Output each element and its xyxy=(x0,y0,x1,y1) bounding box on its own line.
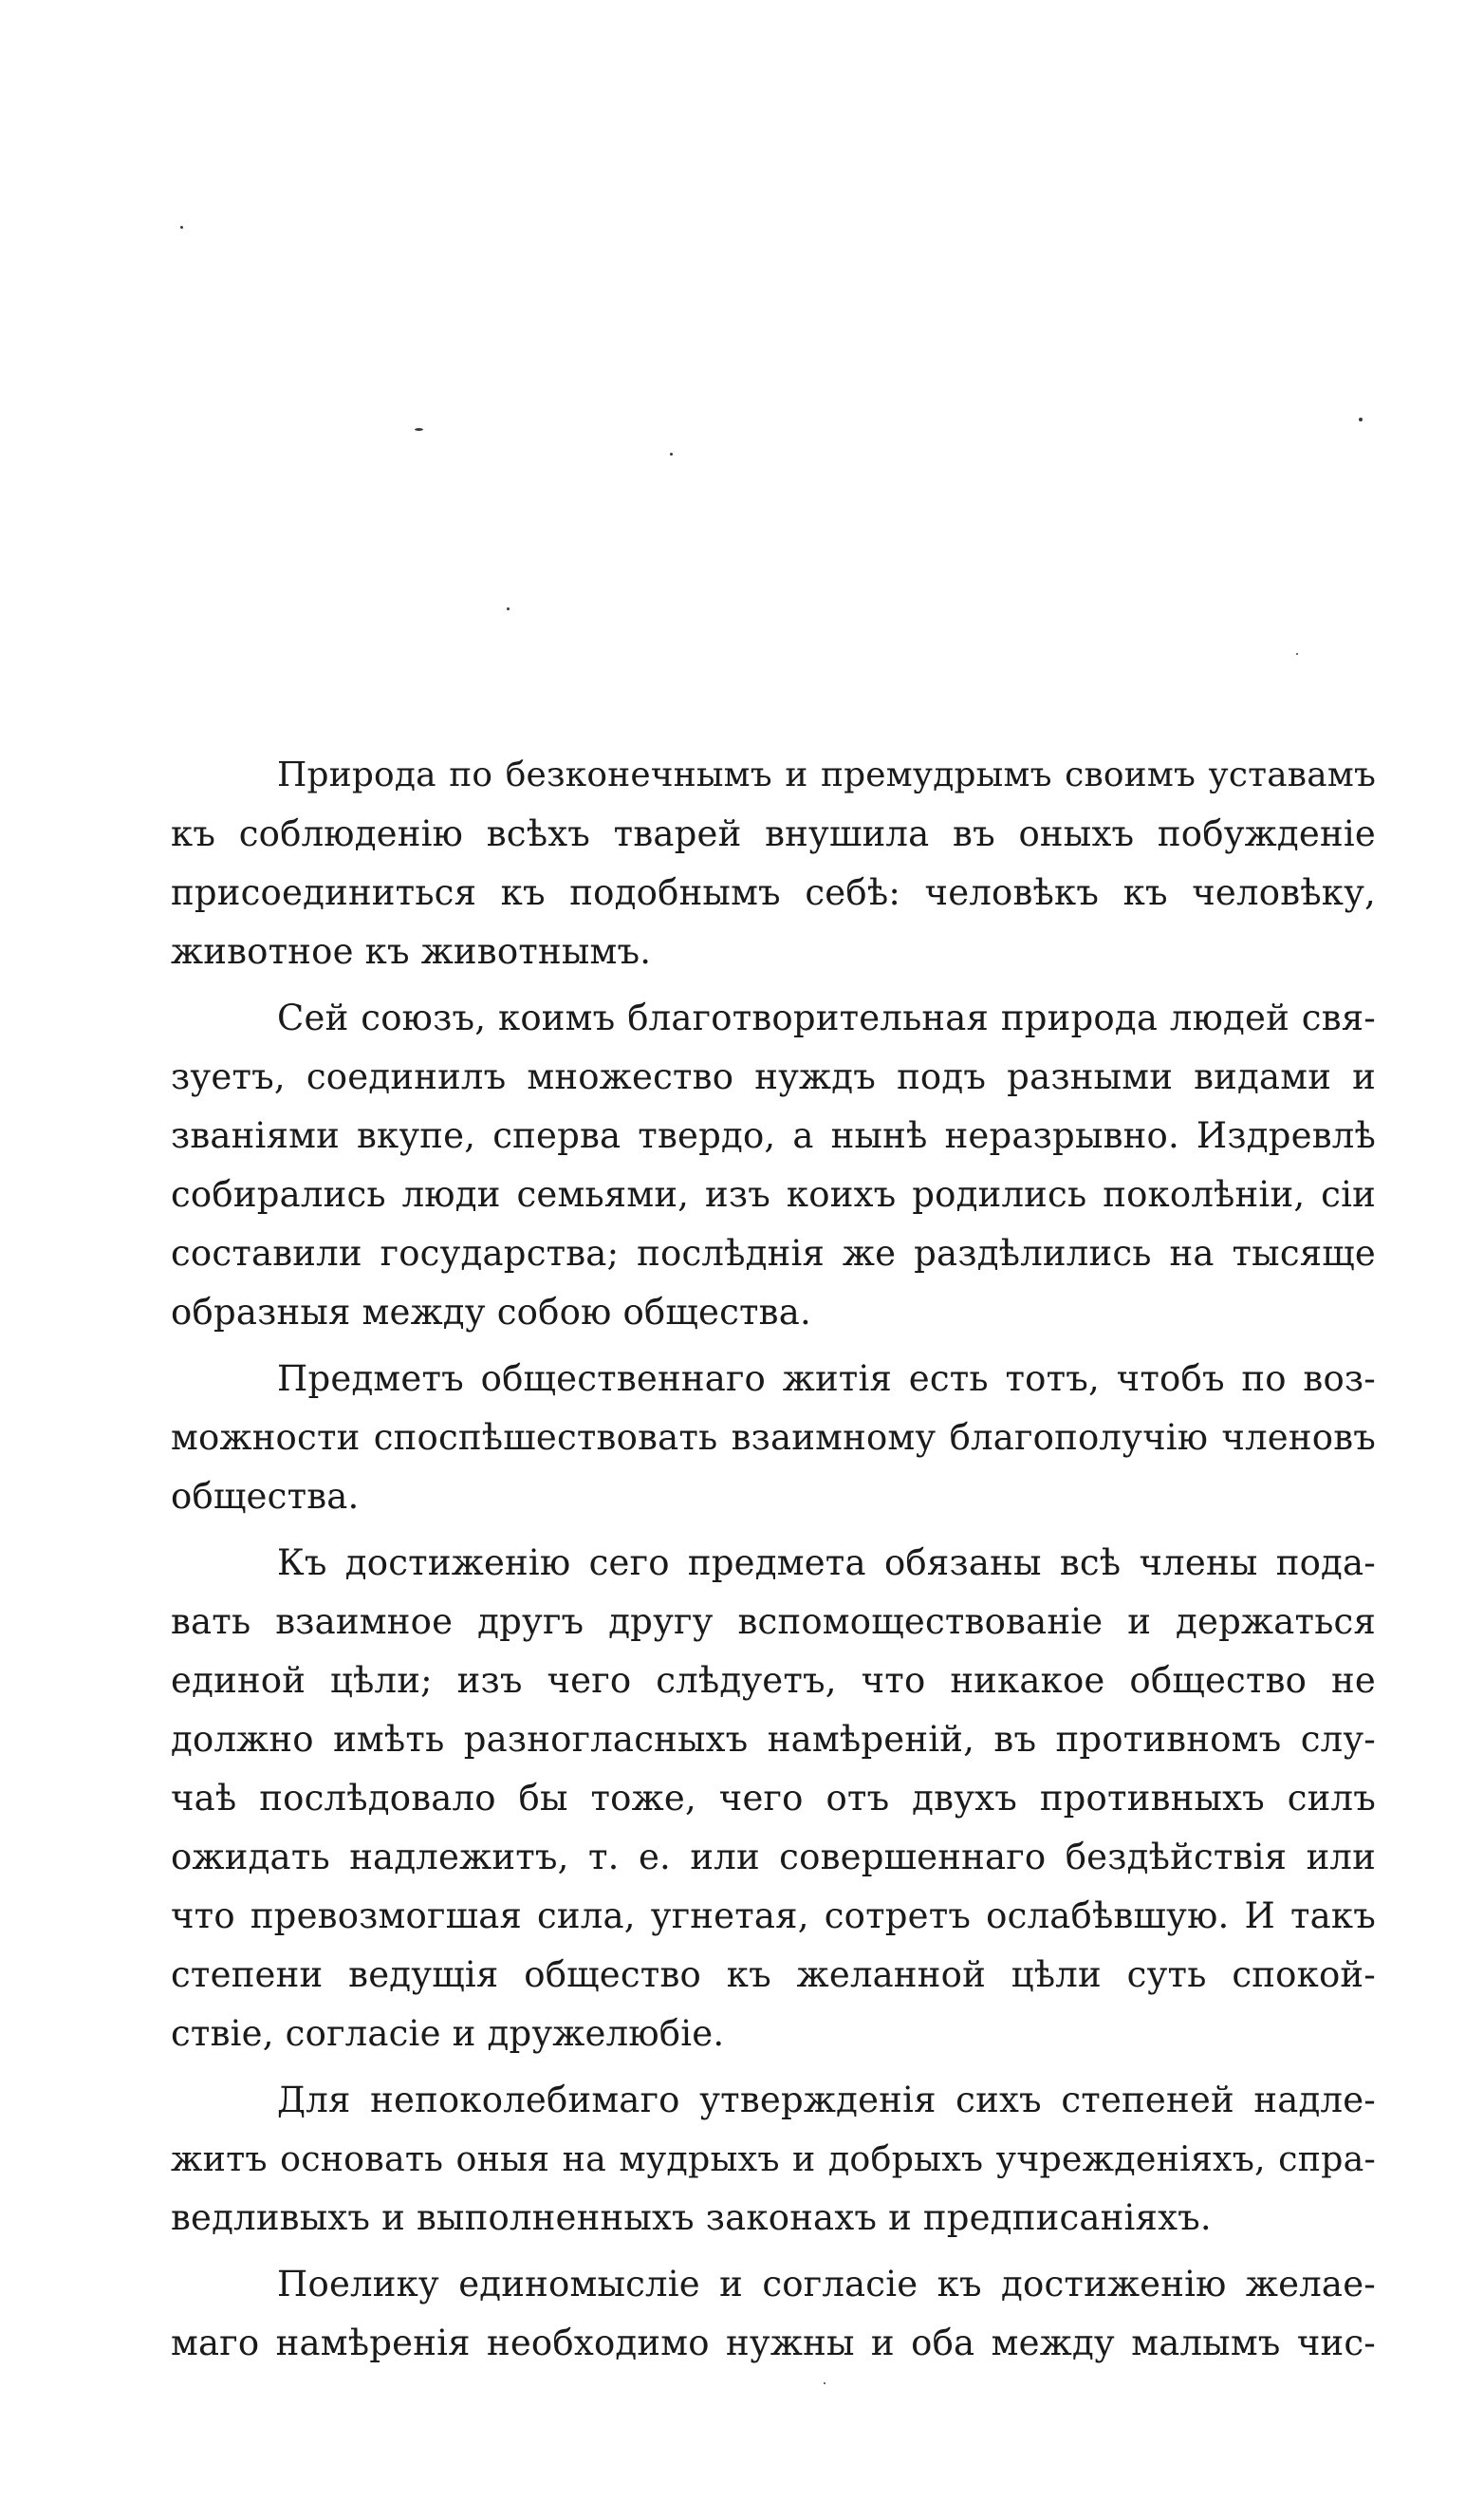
text-line: вать взаимное другъ другу вспомоществованіе и держаться xyxy=(171,1601,1376,1642)
text-line: Природа по безконечнымъ и премудрымъ своимъ уставамъ xyxy=(277,756,1376,794)
text-line: можности споспѣшествовать взаимному благополучію членовъ xyxy=(171,1417,1376,1458)
paragraph xyxy=(171,746,1376,981)
paragraph xyxy=(171,989,1376,1342)
text-line: должно имѣть разногласныхъ намѣреній, въ противномъ слу- xyxy=(171,1719,1376,1760)
paragraph xyxy=(171,2255,1376,2373)
text-line: Сей союзъ, коимъ благотворительная природа людей свя- xyxy=(277,998,1376,1038)
text-line: животное къ животнымъ. xyxy=(171,931,652,972)
text-line: Предметъ общественнаго житія есть тотъ, чтобъ по воз- xyxy=(277,1358,1376,1399)
scan-speck xyxy=(180,226,183,229)
text-line: степени ведущія общество къ желанной цѣли суть спокой- xyxy=(171,1954,1376,1995)
text-line: чаѣ послѣдовало бы тоже, чего отъ двухъ противныхъ силъ xyxy=(171,1778,1376,1819)
text-line: ствіе, согласіе и дружелюбіе. xyxy=(171,2013,725,2054)
scan-speck xyxy=(670,453,673,456)
text-line: Для непоколебимаго утвержденія сихъ степеней надле- xyxy=(277,2080,1376,2120)
text-line: ведливыхъ и выполненныхъ законахъ и предписаніяхъ. xyxy=(171,2197,1212,2238)
text-line: собирались люди семьями, изъ коихъ родились поколѣніи, сіи xyxy=(171,1174,1376,1215)
scan-speck xyxy=(415,428,423,431)
text-line: зуетъ, соединилъ множество нуждъ подъ разными видами и xyxy=(171,1056,1376,1097)
text-line: къ соблюденію всѣхъ тварей внушила въ оныхъ побужденіе xyxy=(171,813,1376,854)
text-line: присоединиться къ подобнымъ себѣ: человѣкъ къ человѣку, xyxy=(171,872,1376,913)
body-text xyxy=(171,746,1376,2373)
scan-speck xyxy=(507,607,510,610)
text-line: маго намѣренія необходимо нужны и оба между малымъ чис- xyxy=(171,2323,1376,2363)
paragraph xyxy=(171,2071,1376,2248)
text-line: званіями вкупе, сперва твердо, а нынѣ неразрывно. Издревлѣ xyxy=(171,1115,1376,1156)
text-line: что превозмогшая сила, угнетая, сотретъ ослабѣвшую. И такъ xyxy=(171,1895,1376,1936)
paragraph xyxy=(171,1534,1376,2063)
text-line: общества. xyxy=(171,1476,360,1517)
text-line: составили государства; послѣднія же раздѣлились на тысяще xyxy=(171,1233,1376,1274)
text-line: ожидать надлежитъ, т. е. или совершеннаго бездѣйствія или xyxy=(171,1837,1376,1877)
scan-speck xyxy=(824,2382,825,2384)
scan-speck xyxy=(1359,418,1363,421)
scan-speck xyxy=(1296,653,1298,655)
text-line: единой цѣли; изъ чего слѣдуетъ, что никакое общество не xyxy=(171,1660,1376,1701)
text-line: Поелику единомысліе и согласіе къ достиженію желае- xyxy=(277,2264,1376,2304)
text-line: образныя между собою общества. xyxy=(171,1292,811,1333)
paragraph xyxy=(171,1350,1376,1526)
text-line: житъ основать оныя на мудрыхъ и добрыхъ учрежденіяхъ, спра- xyxy=(171,2138,1376,2179)
text-line: Къ достиженію сего предмета обязаны всѣ члены пода- xyxy=(277,1542,1376,1583)
